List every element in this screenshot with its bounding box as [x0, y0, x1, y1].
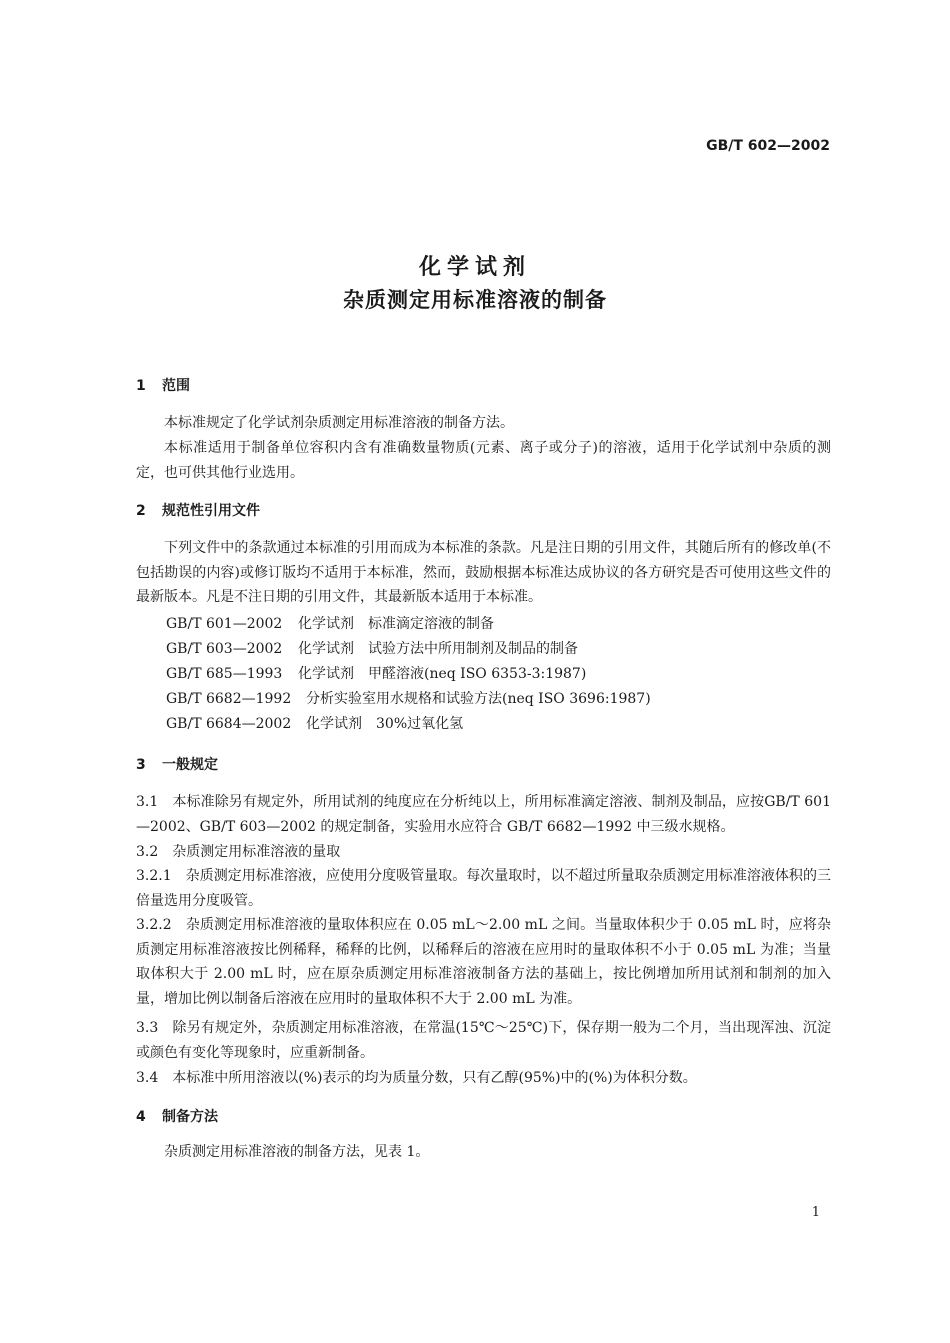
reference-title: 分析实验室用水规格和试验方法(neq ISO 3696:1987) [306, 691, 651, 707]
section-2-paragraph: 下列文件中的条款通过本标准的引用而成为本标准的条款。凡是注日期的引用文件，其随后所有的修改单(不包括勘误的内容)或修订版均不适用于本标准，然而，鼓励根据本标准达成协议的各方研究是否可使用这些文件的最新版本。凡是不注日期的引用文件，其最新版本适用于本标准。 [136, 540, 831, 605]
section-number: 2 [136, 503, 146, 519]
clause-3-2-2: 3.2.2 杂质测定用标准溶液的量取体积应在 0.05 mL～2.00 mL 之间。当量取体积少于 0.05 mL 时，应将杂质测定用标准溶液按比例稀释，稀释的比例，以稀释后的溶液在应用时的量取体积不小于 0.05 mL 为准；当量取体积大于 2.00 mL 时，应在原杂质测定用标准溶液制备方法的基础上，按比例增加所用试剂和制剂的加入量，增加比例以制备后溶液在应用时的量取体积不大于 2.00 mL 为准。 [136, 917, 831, 1007]
section-1-paragraph-2: 本标准适用于制备单位容积内含有准确数量物质(元素、离子或分子)的溶液，适用于化学试剂中杂质的测定，也可供其他行业选用。 [136, 440, 831, 481]
reference-code: GB/T 603—2002 [166, 641, 283, 657]
section-title: 范围 [162, 378, 190, 394]
section-4-heading [136, 1106, 218, 1126]
clause-3-2: 3.2 杂质测定用标准溶液的量取 [136, 844, 341, 860]
reference-item [166, 713, 463, 733]
reference-title: 化学试剂 试验方法中所用制剂及制品的制备 [298, 641, 578, 657]
page-number: 1 [811, 1205, 820, 1220]
section-number: 1 [136, 378, 146, 394]
section-number: 3 [136, 757, 146, 773]
reference-item [166, 688, 651, 708]
reference-title: 化学试剂 甲醛溶液(neq ISO 6353-3:1987) [298, 666, 587, 682]
reference-item [166, 638, 578, 658]
section-3-heading [136, 754, 218, 774]
standard-code: GB/T 602—2002 [706, 138, 830, 154]
clause-3-3: 3.3 除另有规定外，杂质测定用标准溶液，在常温(15℃～25℃)下，保存期一般为二个月，当出现浑浊、沉淀或颜色有变化等现象时，应重新制备。 [136, 1020, 831, 1061]
reference-code: GB/T 6682—1992 [166, 691, 292, 707]
clause-3-2-1: 3.2.1 杂质测定用标准溶液，应使用分度吸管量取。每次量取时，以不超过所量取杂质测定用标准溶液体积的三倍量选用分度吸管。 [136, 868, 831, 909]
section-number: 4 [136, 1109, 146, 1125]
reference-item [166, 613, 494, 633]
document-title: 化学试剂 [418, 255, 531, 280]
reference-code: GB/T 685—1993 [166, 666, 283, 682]
section-4-paragraph: 杂质测定用标准溶液的制备方法，见表 1。 [164, 1144, 430, 1160]
clause-3-1: 3.1 本标准除另有规定外，所用试剂的纯度应在分析纯以上，所用标准滴定溶液、制剂及制品，应按GB/T 601—2002、GB/T 603—2002 的规定制备，实验用水应符合 GB/T 6682—1992 中三级水规格。 [136, 794, 831, 835]
section-1-heading [136, 375, 190, 395]
section-title: 一般规定 [162, 757, 218, 773]
section-2-heading [136, 500, 260, 520]
section-1-paragraph-1: 本标准规定了化学试剂杂质测定用标准溶液的制备方法。 [164, 415, 514, 431]
document-subtitle: 杂质测定用标准溶液的制备 [343, 288, 607, 312]
reference-item [166, 663, 586, 683]
reference-code: GB/T 6684—2002 [166, 716, 292, 732]
section-title: 规范性引用文件 [162, 503, 260, 519]
reference-title: 化学试剂 标准滴定溶液的制备 [298, 616, 494, 632]
reference-code: GB/T 601—2002 [166, 616, 283, 632]
clause-3-4: 3.4 本标准中所用溶液以(%)表示的均为质量分数，只有乙醇(95%)中的(%)为体积分数。 [136, 1070, 697, 1086]
reference-title: 化学试剂 30%过氧化氢 [306, 716, 464, 732]
section-title: 制备方法 [162, 1109, 218, 1125]
